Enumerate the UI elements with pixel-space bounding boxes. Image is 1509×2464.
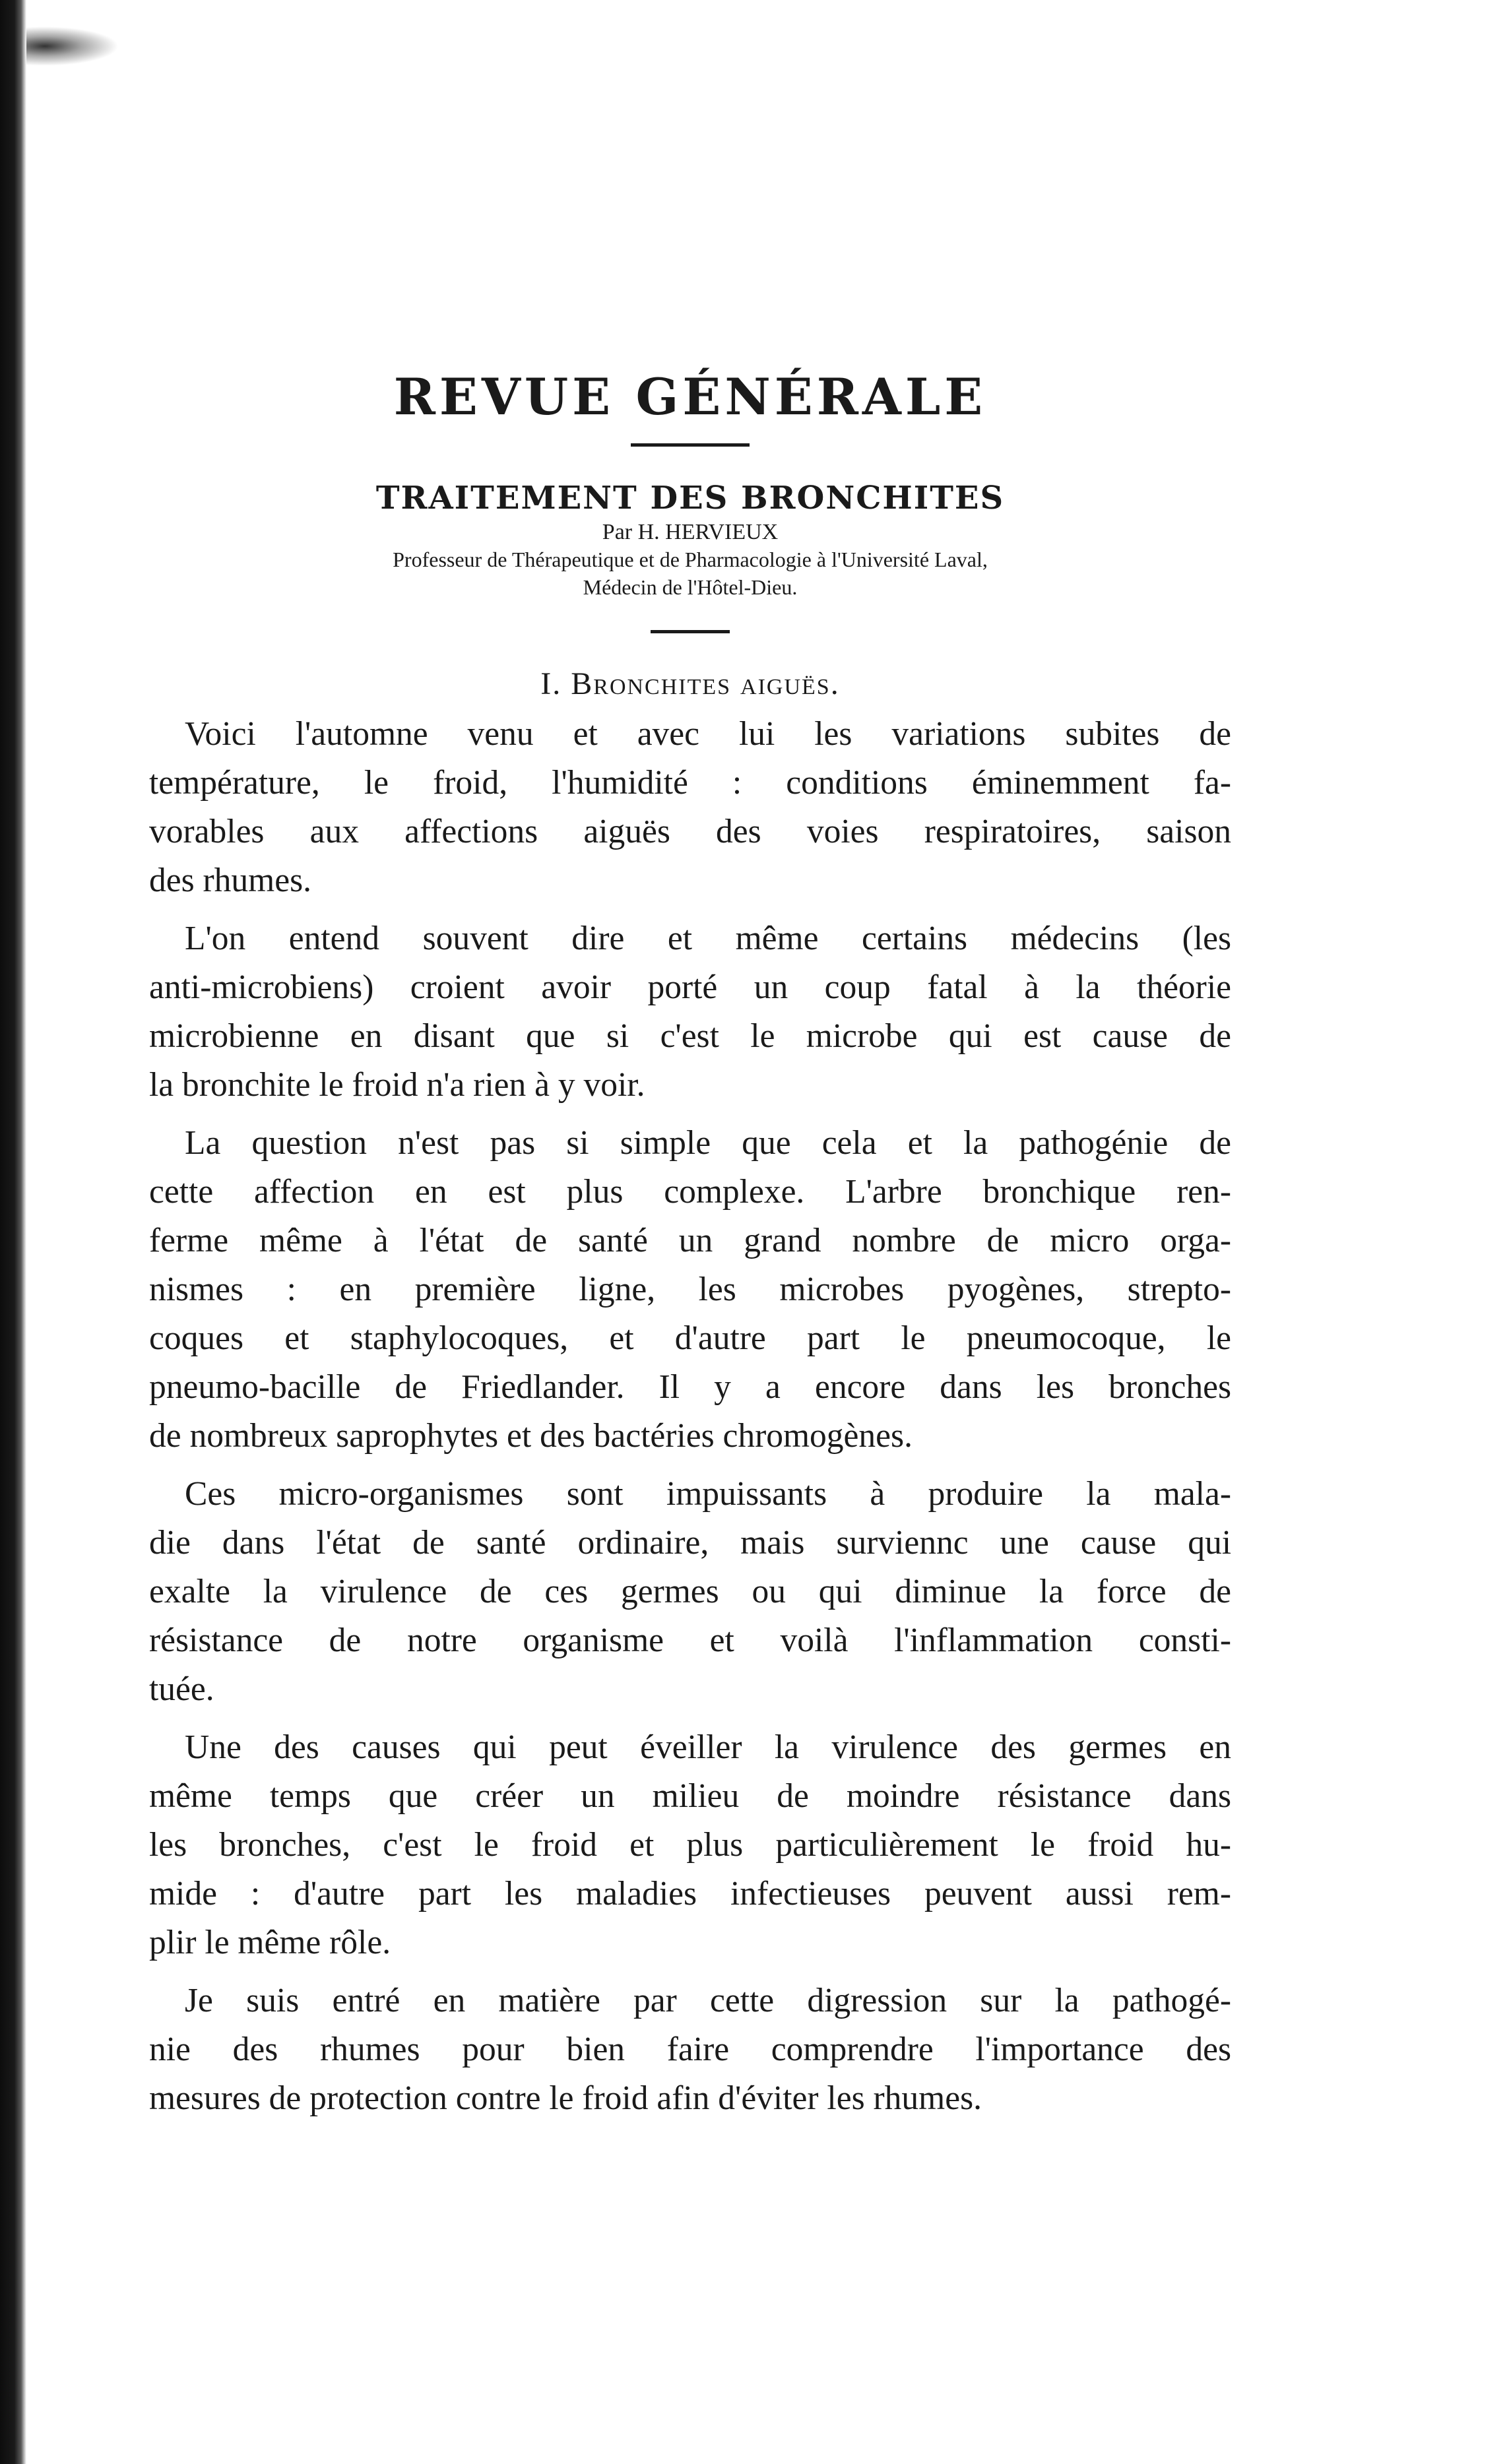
section-title: Bronchites aiguës. — [571, 666, 840, 702]
paragraph-line: mesures de protection contre le froid afin d'éviter les rhumes. — [149, 2079, 982, 2117]
article-byline: Par H. HERVIEUX — [602, 520, 779, 545]
paragraph-line: pneumo-bacille de Friedlander. Il y a encore dans les bronches — [149, 1368, 1231, 1406]
paragraph-line: Je suis entré en matière par cette digression sur la pathogé- — [185, 1981, 1231, 2019]
paragraph-line: nismes : en première ligne, les microbes pyogènes, strepto- — [149, 1270, 1231, 1308]
body-paragraph — [149, 1119, 1231, 1461]
paragraph-line: résistance de notre organisme et voilà l'inflammation consti- — [149, 1621, 1231, 1659]
body-paragraph — [149, 914, 1231, 1110]
paragraph-line: ferme même à l'état de santé un grand nombre de micro orga- — [149, 1221, 1231, 1259]
paragraph-line: les bronches, c'est le froid et plus particulièrement le froid hu- — [149, 1825, 1231, 1864]
paragraph-line: la bronchite le froid n'a rien à y voir. — [149, 1065, 645, 1104]
paragraph-line: anti-microbiens) croient avoir porté un coup fatal à la théorie — [149, 968, 1231, 1006]
paragraph-line: coques et staphylocoques, et d'autre part le pneumocoque, le — [149, 1319, 1231, 1357]
section-number: I. — [540, 666, 562, 702]
body-paragraph — [149, 710, 1231, 905]
paragraph-line: die dans l'état de santé ordinaire, mais surviennc une cause qui — [149, 1523, 1231, 1562]
article-body — [149, 710, 1231, 2123]
scan-artifact — [26, 26, 119, 66]
paragraph-line: cette affection en est plus complexe. L'arbre bronchique ren- — [149, 1172, 1231, 1211]
paragraph-line: tuée. — [149, 1670, 214, 1708]
section-heading — [149, 665, 1231, 703]
article-title: TRAITEMENT DES BRONCHITES — [375, 479, 1005, 517]
paragraph-line: température, le froid, l'humidité : conditions éminemment fa- — [149, 763, 1231, 802]
paragraph-line: mide : d'autre part les maladies infectieuses peuvent aussi rem- — [149, 1874, 1231, 1912]
paragraph-line: microbienne en disant que si c'est le microbe qui est cause de — [149, 1017, 1231, 1055]
paragraph-line: des rhumes. — [149, 861, 312, 899]
page-content — [149, 369, 1231, 2123]
journal-section-title: REVUE GÉNÉRALE — [393, 367, 987, 426]
page-binding-edge — [0, 0, 26, 2464]
paragraph-line: L'on entend souvent dire et même certains médecins (les — [185, 919, 1231, 957]
paragraph-line: exalte la virulence de ces germes ou qui diminue la force de — [149, 1572, 1231, 1610]
paragraph-line: nie des rhumes pour bien faire comprendre l'importance des — [149, 2030, 1231, 2068]
paragraph-line: Voici l'automne venu et avec lui les variations subites de — [185, 714, 1231, 753]
header-divider — [651, 630, 730, 633]
paragraph-line: vorables aux affections aiguës des voies respiratoires, saison — [149, 812, 1231, 850]
paragraph-line: Une des causes qui peut éveiller la virulence des germes en — [185, 1728, 1231, 1766]
body-paragraph — [149, 1723, 1231, 1967]
paragraph-line: même temps que créer un milieu de moindre résistance dans — [149, 1777, 1231, 1815]
author-affiliation-line-1: Professeur de Thérapeutique et de Pharmacologie à l'Université Laval, — [393, 548, 988, 572]
body-paragraph — [149, 1470, 1231, 1714]
author-affiliation-line-2: Médecin de l'Hôtel-Dieu. — [583, 575, 798, 599]
paragraph-line: de nombreux saprophytes et des bactéries chromogènes. — [149, 1416, 913, 1455]
paragraph-line: La question n'est pas si simple que cela et la pathogénie de — [185, 1123, 1231, 1162]
paragraph-line: Ces micro-organismes sont impuissants à produire la mala- — [185, 1474, 1231, 1513]
title-divider — [631, 443, 750, 447]
body-paragraph — [149, 1976, 1231, 2123]
paragraph-line: plir le même rôle. — [149, 1923, 391, 1961]
